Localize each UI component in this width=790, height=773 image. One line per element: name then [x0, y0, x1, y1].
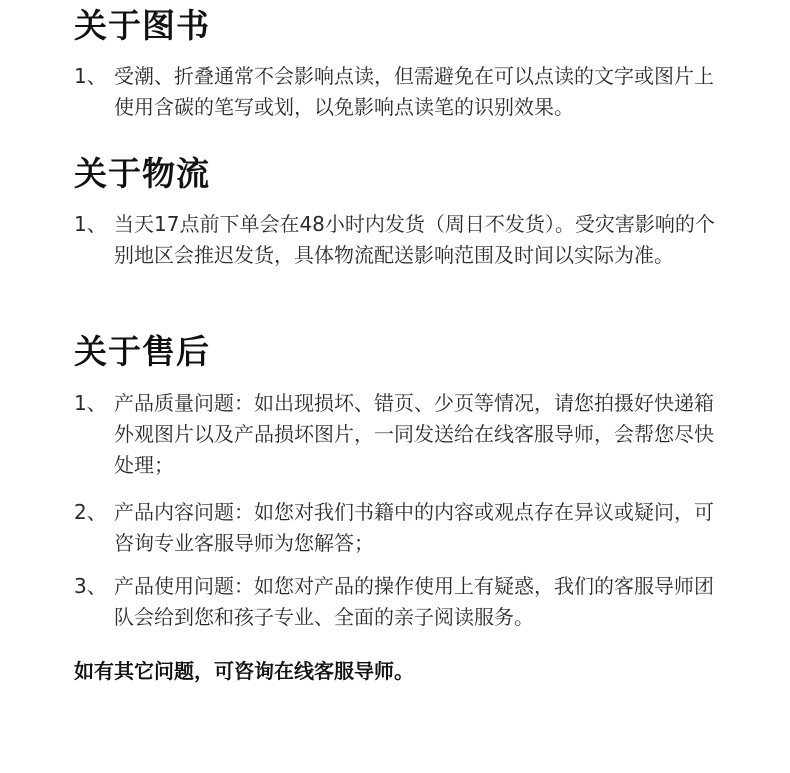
section-title-logistics: 关于物流 — [74, 154, 210, 193]
books-item-1 — [74, 61, 724, 123]
item-number: 1、 — [74, 391, 107, 415]
item-text: 产品使用问题：如您对产品的操作使用上有疑惑，我们的客服导师团队会给到您和孩子专业、全面的亲子阅读服务。 — [114, 574, 714, 629]
item-text: 产品质量问题：如出现损坏、错页、少页等情况，请您拍摄好快递箱外观图片以及产品损坏图片，一同发送给在线客服导师，会帮您尽快处理； — [114, 391, 714, 477]
after-sales-item-1 — [74, 388, 724, 481]
item-number: 1、 — [74, 64, 107, 88]
after-sales-item-2 — [74, 497, 724, 559]
section-title-after-sales: 关于售后 — [74, 332, 210, 371]
item-number: 2、 — [74, 500, 107, 524]
after-sales-item-3 — [74, 571, 724, 633]
logistics-item-1 — [74, 209, 724, 271]
section-title-books: 关于图书 — [74, 6, 210, 45]
footer-note: 如有其它问题，可咨询在线客服导师。 — [74, 659, 414, 683]
item-text: 产品内容问题：如您对我们书籍中的内容或观点存在异议或疑问，可咨询专业客服导师为您解答； — [114, 500, 714, 555]
item-text: 受潮、折叠通常不会影响点读，但需避免在可以点读的文字或图片上使用含碳的笔写或划，以免影响点读笔的识别效果。 — [114, 64, 714, 119]
item-number: 1、 — [74, 212, 107, 236]
item-text: 当天17点前下单会在48小时内发货（周日不发货）。受灾害影响的个别地区会推迟发货，具体物流配送影响范围及时间以实际为准。 — [114, 212, 715, 267]
item-number: 3、 — [74, 574, 107, 598]
